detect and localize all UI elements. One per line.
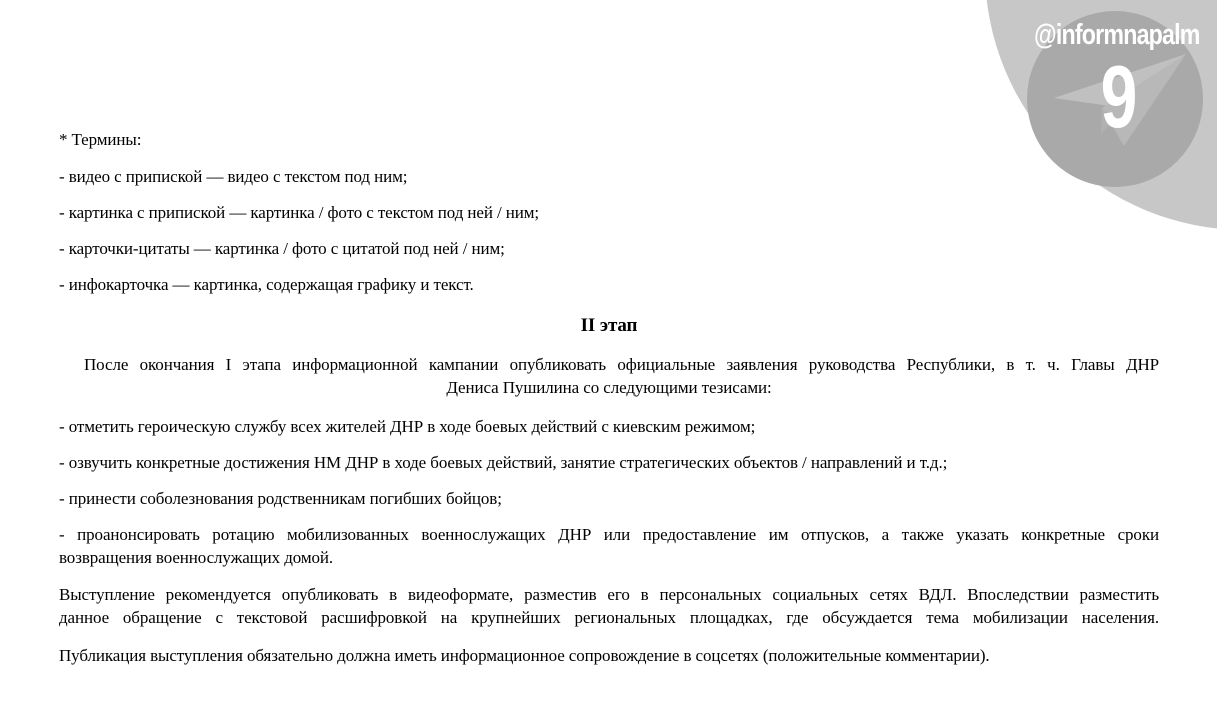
video-paragraph-line-2: данное обращение с текстовой расшифровкой на крупнейших региональных площадках, где обсуждается тема мобилизации населения.: [59, 608, 1159, 627]
watermark-number: 9: [1100, 47, 1138, 146]
term-item-quote-cards: - карточки-цитаты — картинка / фото с цитатой под ней / ним;: [59, 239, 505, 258]
watermark-handle: @informnapalm: [1034, 19, 1200, 51]
term-item-picture: - картинка с припиской — картинка / фото с текстом под ней / ним;: [59, 203, 540, 222]
term-item-video: - видео с припиской — видео с текстом под ним;: [59, 167, 408, 186]
thesis-rotation-line-2: возвращения военнослужащих домой.: [59, 548, 334, 567]
document-body: [59, 128, 1159, 680]
thesis-item-achievements: - озвучить конкретные достижения НМ ДНР в ходе боевых действий, занятие стратегических объектов / направлений и т.д.;: [59, 453, 948, 472]
terms-header: * Термины:: [59, 130, 142, 149]
intro-line-2: Дениса Пушилина со следующими тезисами:: [446, 378, 772, 397]
intro-line-1: После окончания I этапа информационной кампании опубликовать официальные заявления руководства Республики, в т. ч. Главы ДНР: [84, 355, 1159, 374]
term-item-infocard: - инфокарточка — картинка, содержащая графику и текст.: [59, 275, 474, 294]
thesis-rotation-line-1: - проанонсировать ротацию мобилизованных военнослужащих ДНР или предоставление им отпусков, а также указать конкретные сроки: [59, 525, 1159, 544]
thesis-item-heroism: - отметить героическую службу всех жителей ДНР в ходе боевых действий с киевским режимом;: [59, 417, 756, 436]
thesis-item-condolences: - принести соболезнования родственникам погибших бойцов;: [59, 489, 502, 508]
closing-paragraph: Публикация выступления обязательно должна иметь информационное сопровождение в соцсетях (положительные комментарии).: [59, 646, 990, 665]
video-paragraph-line-1: Выступление рекомендуется опубликовать в видеоформате, разместив его в персональных социальных сетях ВДЛ. Впоследствии разместить: [59, 585, 1159, 604]
stage-heading: II этап: [580, 315, 638, 336]
